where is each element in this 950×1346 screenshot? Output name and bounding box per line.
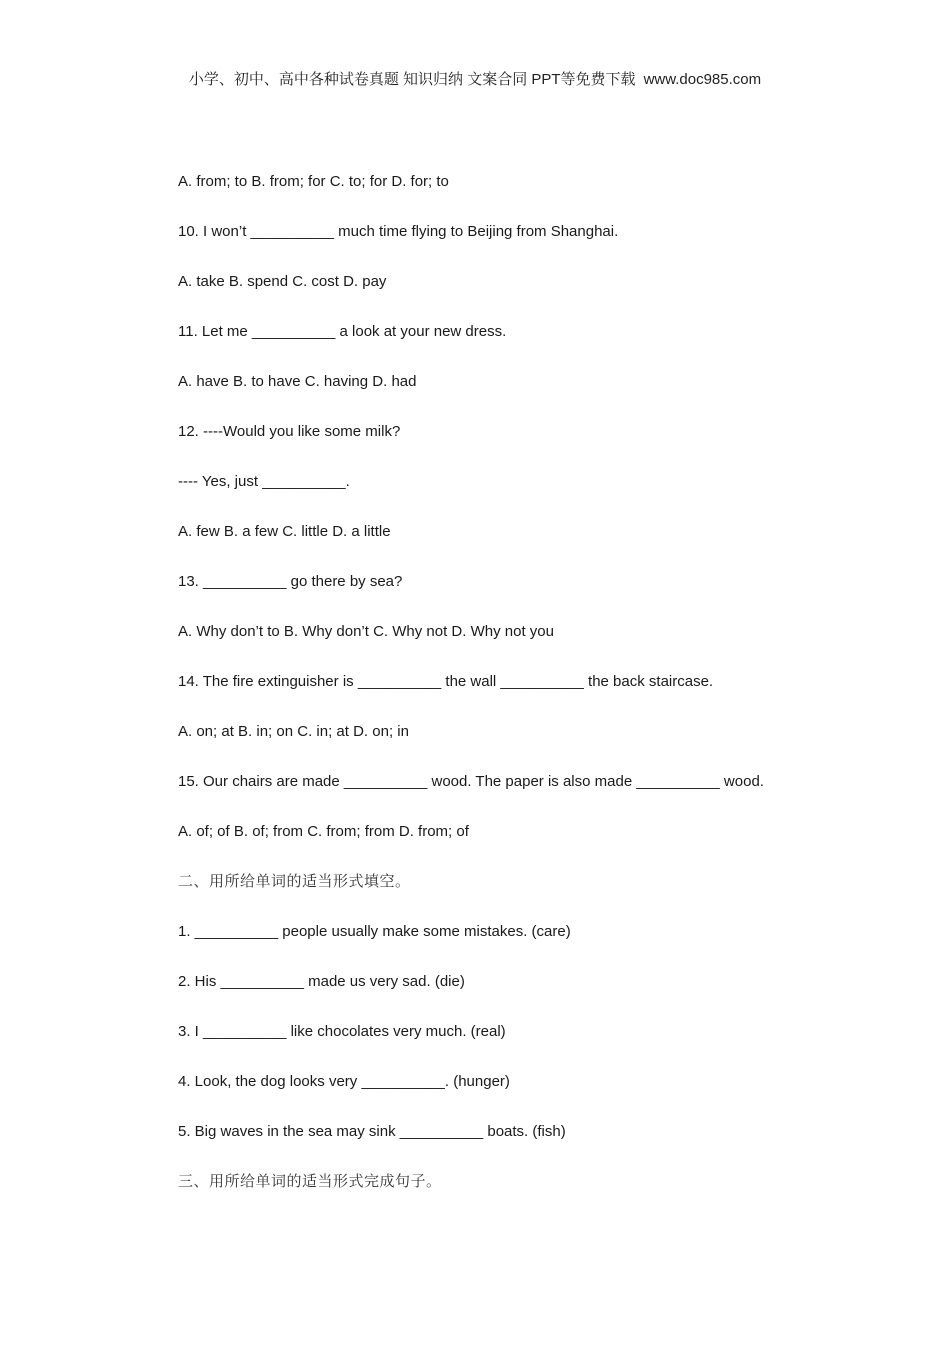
question-14: 14. The fire extinguisher is __________ the wall __________ the back staircase.	[178, 673, 714, 690]
fill-item-5: 5. Big waves in the sea may sink __________ boats. (fish)	[178, 1123, 566, 1140]
question-13: 13. __________ go there by sea?	[178, 573, 403, 590]
options-q9: A. from; to B. from; for C. to; for D. for; to	[178, 173, 449, 190]
document-body	[178, 171, 878, 1221]
section-heading-3: 三、用所给单词的适当形式完成句子。	[178, 1172, 442, 1190]
question-15: 15. Our chairs are made __________ wood. The paper is also made __________ wood.	[178, 773, 764, 790]
fill-item-1: 1. __________ people usually make some mistakes. (care)	[178, 923, 571, 940]
options-q10: A. take B. spend C. cost D. pay	[178, 273, 387, 290]
options-q11: A. have B. to have C. having D. had	[178, 373, 417, 390]
section-heading-2: 二、用所给单词的适当形式填空。	[178, 872, 411, 890]
options-q12: A. few B. a few C. little D. a little	[178, 523, 391, 540]
fill-item-3: 3. I __________ like chocolates very much. (real)	[178, 1023, 506, 1040]
question-10: 10. I won’t __________ much time flying to Beijing from Shanghai.	[178, 223, 619, 240]
options-q15: A. of; of B. of; from C. from; from D. from; of	[178, 823, 469, 840]
header-site-link[interactable]: www.doc985.com	[643, 71, 762, 88]
question-12: 12. ----Would you like some milk?	[178, 423, 401, 440]
options-q14: A. on; at B. in; on C. in; at D. on; in	[178, 723, 409, 740]
options-q13: A. Why don’t to B. Why don’t C. Why not D. Why not you	[178, 623, 554, 640]
page-header	[0, 68, 950, 89]
fill-item-4: 4. Look, the dog looks very __________. (hunger)	[178, 1073, 510, 1090]
header-text: 小学、初中、高中各种试卷真题 知识归纳 文案合同 PPT等免费下载	[188, 71, 636, 88]
question-11: 11. Let me __________ a look at your new dress.	[178, 323, 507, 340]
question-12-reply: ---- Yes, just __________.	[178, 473, 350, 490]
fill-item-2: 2. His __________ made us very sad. (die)	[178, 973, 465, 990]
